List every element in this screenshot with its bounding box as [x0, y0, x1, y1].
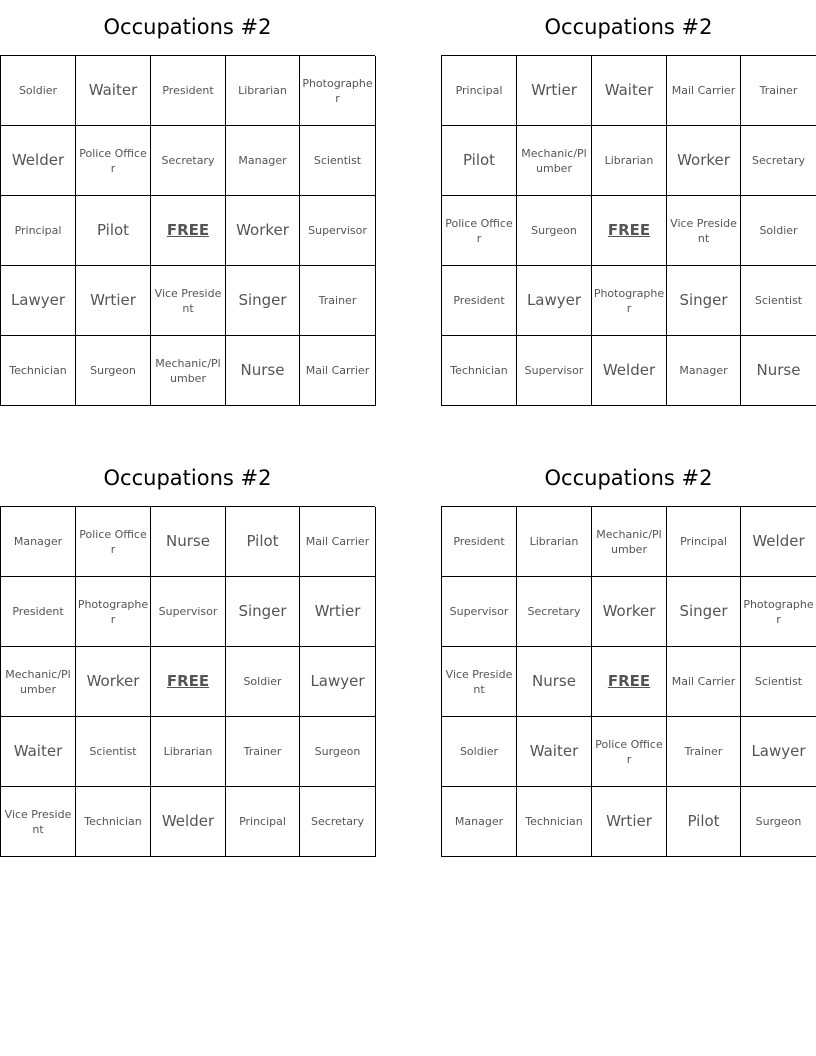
bingo-cell: President	[442, 266, 517, 336]
bingo-cell: President	[442, 507, 517, 577]
bingo-cell: Principal	[226, 787, 300, 857]
bingo-cell: Vice President	[1, 787, 76, 857]
bingo-card-1	[0, 0, 375, 406]
bingo-cell: Mechanic/Plumber	[517, 126, 592, 196]
bingo-cell: Trainer	[226, 717, 300, 787]
bingo-cell: Welder	[151, 787, 226, 857]
bingo-cell: Singer	[226, 266, 300, 336]
bingo-cell: President	[1, 577, 76, 647]
bingo-cell: Singer	[226, 577, 300, 647]
bingo-card-4	[441, 451, 816, 857]
bingo-cell: Waiter	[1, 717, 76, 787]
free-space: FREE	[592, 647, 667, 717]
bingo-cell: Manager	[1, 507, 76, 577]
bingo-cell: Trainer	[741, 56, 816, 126]
bingo-card-2	[441, 0, 816, 406]
bingo-cell: Soldier	[1, 56, 76, 126]
bingo-grid	[0, 506, 375, 857]
bingo-cell: Photographer	[741, 577, 816, 647]
bingo-cell: Wrtier	[517, 56, 592, 126]
card-title: Occupations #2	[103, 466, 272, 490]
bingo-cell: Lawyer	[1, 266, 76, 336]
bingo-cell: Vice President	[442, 647, 517, 717]
bingo-cell: Wrtier	[300, 577, 376, 647]
bingo-cell: Librarian	[151, 717, 226, 787]
bingo-cell: Surgeon	[76, 336, 151, 406]
bingo-grid	[0, 55, 375, 406]
bingo-cell: Principal	[667, 507, 741, 577]
bingo-grid	[441, 55, 816, 406]
card-title: Occupations #2	[103, 15, 272, 39]
bingo-cell: Pilot	[76, 196, 151, 266]
bingo-cell: Nurse	[151, 507, 226, 577]
bingo-cell: Singer	[667, 266, 741, 336]
bingo-cell: Technician	[517, 787, 592, 857]
bingo-cell: Nurse	[517, 647, 592, 717]
bingo-cell: Supervisor	[442, 577, 517, 647]
bingo-cell: Wrtier	[592, 787, 667, 857]
bingo-cell: President	[151, 56, 226, 126]
bingo-cell: Manager	[442, 787, 517, 857]
bingo-cell: Worker	[667, 126, 741, 196]
bingo-cell: Supervisor	[151, 577, 226, 647]
bingo-cell: Mail Carrier	[667, 647, 741, 717]
bingo-cell: Waiter	[592, 56, 667, 126]
bingo-cell: Mechanic/Plumber	[151, 336, 226, 406]
bingo-cell: Secretary	[300, 787, 376, 857]
bingo-cell: Lawyer	[517, 266, 592, 336]
bingo-cell: Mechanic/Plumber	[592, 507, 667, 577]
bingo-cell: Welder	[741, 507, 816, 577]
free-space: FREE	[592, 196, 667, 266]
bingo-cell: Supervisor	[517, 336, 592, 406]
bingo-cell: Photographer	[76, 577, 151, 647]
bingo-cell: Soldier	[741, 196, 816, 266]
bingo-cell: Scientist	[741, 266, 816, 336]
bingo-cell: Secretary	[741, 126, 816, 196]
bingo-card-3	[0, 451, 375, 857]
bingo-cell: Secretary	[151, 126, 226, 196]
bingo-cell: Scientist	[76, 717, 151, 787]
card-title: Occupations #2	[544, 15, 713, 39]
bingo-cell: Mechanic/Plumber	[1, 647, 76, 717]
bingo-cell: Soldier	[226, 647, 300, 717]
bingo-cell: Waiter	[76, 56, 151, 126]
bingo-cell: Scientist	[300, 126, 376, 196]
bingo-cell: Manager	[667, 336, 741, 406]
bingo-cell: Librarian	[592, 126, 667, 196]
bingo-cell: Police Officer	[76, 126, 151, 196]
bingo-cell: Pilot	[226, 507, 300, 577]
bingo-cell: Technician	[76, 787, 151, 857]
bingo-cell: Surgeon	[300, 717, 376, 787]
bingo-cell: Principal	[442, 56, 517, 126]
bingo-cell: Soldier	[442, 717, 517, 787]
bingo-cell: Photographer	[592, 266, 667, 336]
bingo-cell: Police Officer	[442, 196, 517, 266]
bingo-cell: Trainer	[667, 717, 741, 787]
bingo-cell: Mail Carrier	[300, 336, 376, 406]
bingo-cell: Worker	[76, 647, 151, 717]
bingo-cell: Principal	[1, 196, 76, 266]
bingo-cell: Technician	[1, 336, 76, 406]
bingo-cell: Scientist	[741, 647, 816, 717]
free-space: FREE	[151, 647, 226, 717]
bingo-cell: Welder	[592, 336, 667, 406]
bingo-cell: Waiter	[517, 717, 592, 787]
bingo-cell: Photographer	[300, 56, 376, 126]
free-space: FREE	[151, 196, 226, 266]
bingo-cell: Supervisor	[300, 196, 376, 266]
card-title: Occupations #2	[544, 466, 713, 490]
bingo-cell: Lawyer	[741, 717, 816, 787]
bingo-cell: Surgeon	[741, 787, 816, 857]
bingo-cell: Pilot	[667, 787, 741, 857]
bingo-cell: Wrtier	[76, 266, 151, 336]
bingo-cell: Lawyer	[300, 647, 376, 717]
bingo-cell: Pilot	[442, 126, 517, 196]
bingo-cell: Welder	[1, 126, 76, 196]
bingo-cell: Mail Carrier	[300, 507, 376, 577]
bingo-cell: Worker	[226, 196, 300, 266]
bingo-cell: Singer	[667, 577, 741, 647]
bingo-cell: Worker	[592, 577, 667, 647]
bingo-cell: Vice President	[667, 196, 741, 266]
bingo-cell: Manager	[226, 126, 300, 196]
bingo-cell: Technician	[442, 336, 517, 406]
bingo-cell: Vice President	[151, 266, 226, 336]
bingo-grid	[441, 506, 816, 857]
bingo-cell: Trainer	[300, 266, 376, 336]
bingo-cell: Nurse	[741, 336, 816, 406]
bingo-cell: Librarian	[517, 507, 592, 577]
bingo-cell: Surgeon	[517, 196, 592, 266]
bingo-cell: Secretary	[517, 577, 592, 647]
bingo-cell: Librarian	[226, 56, 300, 126]
bingo-cell: Police Officer	[76, 507, 151, 577]
bingo-cell: Nurse	[226, 336, 300, 406]
bingo-cell: Police Officer	[592, 717, 667, 787]
bingo-cell: Mail Carrier	[667, 56, 741, 126]
